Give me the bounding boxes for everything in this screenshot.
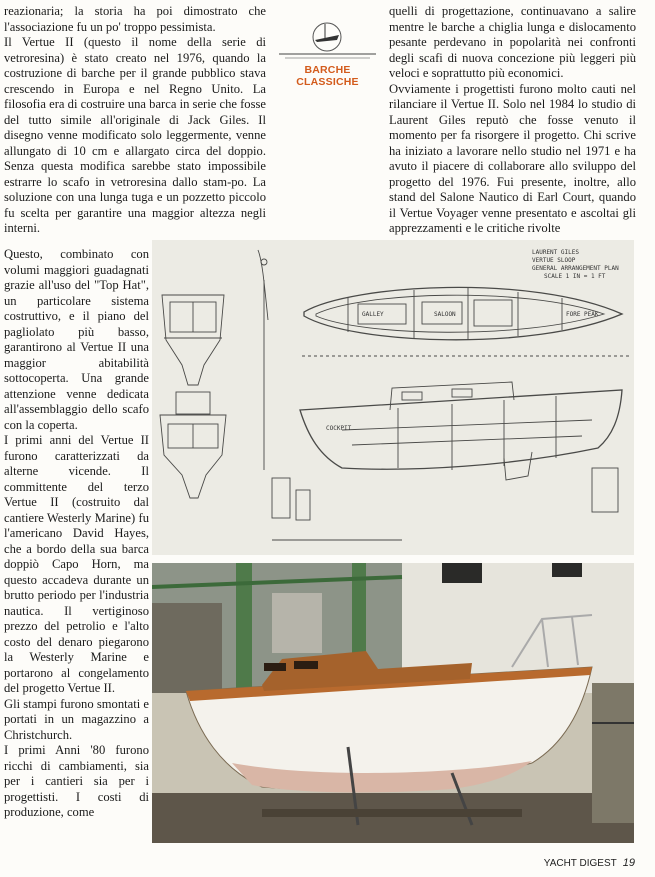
page-footer (544, 857, 635, 869)
drawing-scale: SCALE 1 IN = 1 FT (544, 273, 606, 280)
article-column-right (389, 4, 636, 237)
paragraph: I primi anni del Vertue II furono caratterizzati da alterne vicende. Il committente del terzo Vertue II (costruito dal cantiere Westerly Marine) fu l'americano David Hayes, che a bordo della sua barca doppiò Capo Horn, ma questo accadeva durante un brutto periodo per l'industria nautica. Il vertiginoso prezzo del petrolio e l'alto costo del denaro piegarono la Westerly Marine e portarono al congelamento del progetto Vertue II. (4, 433, 149, 695)
paragraph: Il Vertue II (questo il nome della serie di vetroresina) è stato creato nel 1976, quando la costruzione di barche per il grande pubblico stava crescendo in Europa e nel Regno Unito. La filosofia era di costruire una barca in serie che fosse del tutto simile all'originale di Jack Giles. Il disegno venne modificato solo leggermente, venne allungato di 10 cm e allargato circa del doppio. Senza questa modifica sarebbe stato impossibile estrarre lo scafo in vetroresina dallo stam-po. La soluzione con una lunga tuga e un pozzetto piccolo fu scelta per garantire una maggior altezza negli interni. (4, 35, 266, 235)
paragraph: Questo, combinato con volumi maggiori guadagnati grazie all'uso del "Top Hat", un particolare sistema costruttivo, e il piano del pagliolato più basso, garantirono al Vertue II una maggior abitabilità sottocoperta. Una grande attenzione venne dedicata all'assemblaggio dello scafo con la coperta. (4, 247, 149, 432)
section-header (277, 20, 378, 88)
sailboat-logo-icon (277, 20, 378, 62)
drawing-label: COCKPIT (326, 425, 352, 432)
boat-in-shed-photo (152, 563, 634, 843)
page-number: 19 (622, 857, 635, 869)
general-arrangement-drawing (152, 240, 634, 555)
drawing-svg (152, 240, 634, 555)
paragraph: quelli di progettazione, continuavano a salire mentre le barche a chiglia lunga e dislocamento pesante perdevano in popolarità nei confronti degli scafi di nuova concezione più leggeri più veloci e soprattutto più economici. (389, 4, 636, 80)
drawing-plan-name: GENERAL ARRANGEMENT PLAN (532, 265, 619, 272)
drawing-subtitle: VERTUE SLOOP (532, 257, 576, 264)
drawing-label: SALOON (434, 311, 456, 318)
magazine-name: YACHT DIGEST (543, 858, 617, 869)
article-column-left-top (4, 4, 266, 237)
article-column-left-bottom (4, 247, 149, 821)
drawing-label: FORE PEAK (566, 311, 599, 318)
paragraph: Gli stampi furono smontati e portati in un magazzino a Christchurch. (4, 696, 149, 742)
photo-svg (152, 563, 634, 843)
drawing-title: LAURENT GILES (532, 249, 579, 256)
paragraph: I primi Anni '80 furono ricchi di cambiamenti, sia per i cantieri sia per i progettisti. I costi di produzione, come (4, 743, 149, 819)
paragraph: reazionaria; la storia ha poi dimostrato che l'associazione fu un po' troppo pessimista. (4, 4, 266, 34)
drawing-label: GALLEY (362, 311, 384, 318)
section-label: BARCHE CLASSICHE (296, 64, 359, 88)
paragraph: Ovviamente i progettisti furono molto cauti nel rilanciare il Vertue II. Solo nel 1984 lo studio di Laurent Giles reputò che fosse venuto il momento per fa risorgere il progetto. Chi scrive ha iniziato a lavorare nello studio nel 1971 e ha avuto il piacere di collaborare allo sviluppo del progetto del 1976. Fui presente, inoltre, allo stand del Salone Nautico di Earl Court, quando il Vertue Voyager venne presentato e ascoltai gli apprezzamenti e le critiche rivolte (389, 81, 636, 235)
